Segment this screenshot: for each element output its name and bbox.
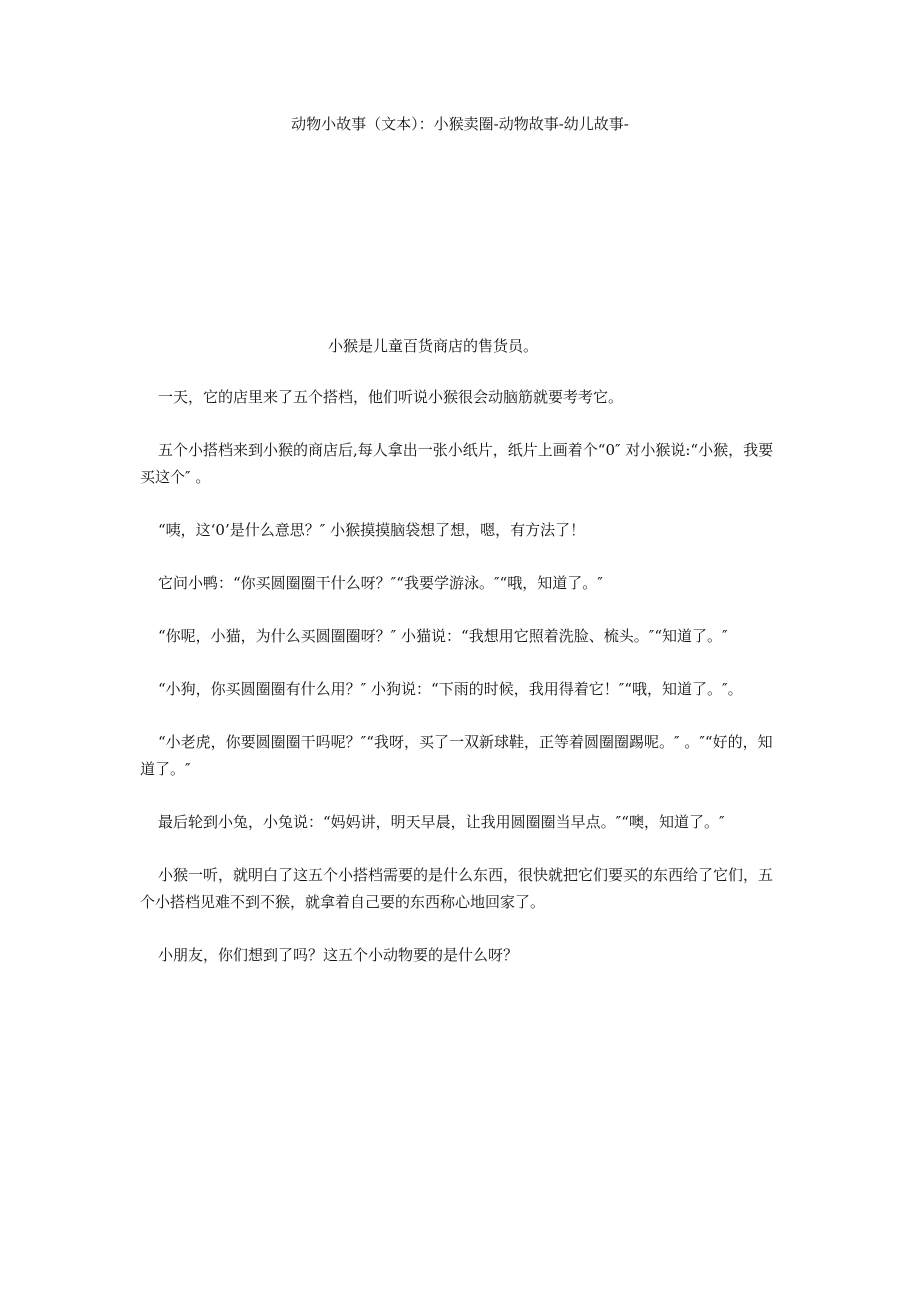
story-paragraph: 小猴一听，就明白了这五个小搭档需要的是什么东西，很快就把它们要买的东西给了它们，五个小搭档见难不到不猴，就拿着自己要的东西称心地回家了。 bbox=[140, 866, 774, 911]
story-paragraph: 它问小鸭：“你买圆圈圈干什么呀？″“我要学游泳。″“哦，知道了。″ bbox=[158, 574, 603, 592]
story-paragraph: 五个小搭档来到小猴的商店后,每人拿出一张小纸片，纸片上画着个“0″ 对小猴说:“小猴，我要买这个″ 。 bbox=[140, 441, 774, 486]
story-paragraph: “小狗，你买圆圈圈有什么用？″ 小狗说：“下雨的时候，我用得着它！″“哦，知道了。″。 bbox=[158, 680, 743, 698]
story-paragraph: “小老虎，你要圆圈圈干吗呢？″“我呀，买了一双新球鞋，正等着圆圈圈踢呢。″ 。″“好的，知道了。″ bbox=[140, 733, 773, 778]
story-paragraph: 最后轮到小兔，小兔说：“妈妈讲，明天早晨，让我用圆圈圈当早点。″“噢，知道了。″ bbox=[158, 813, 725, 831]
story-opening-line: 小猴是儿童百货商店的售货员。 bbox=[327, 337, 538, 355]
story-paragraph: “咦，这‘0’是什么意思？″ 小猴摸摸脑袋想了想，嗯，有方法了！ bbox=[158, 521, 586, 539]
story-body bbox=[140, 384, 786, 995]
story-paragraph: 一天，它的店里来了五个搭档，他们听说小猴很会动脑筋就要考考它。 bbox=[158, 388, 624, 406]
story-paragraph: 小朋友，你们想到了吗？这五个小动物要的是什么呀？ bbox=[158, 946, 519, 964]
story-paragraph: “你呢，小猫，为什么买圆圈圈呀？″ 小猫说：“我想用它照着洗脸、梳头。″“知道了。″ bbox=[158, 627, 728, 645]
document-title: 动物小故事（文本）：小猴卖圈-动物故事-幼儿故事- bbox=[291, 115, 629, 133]
